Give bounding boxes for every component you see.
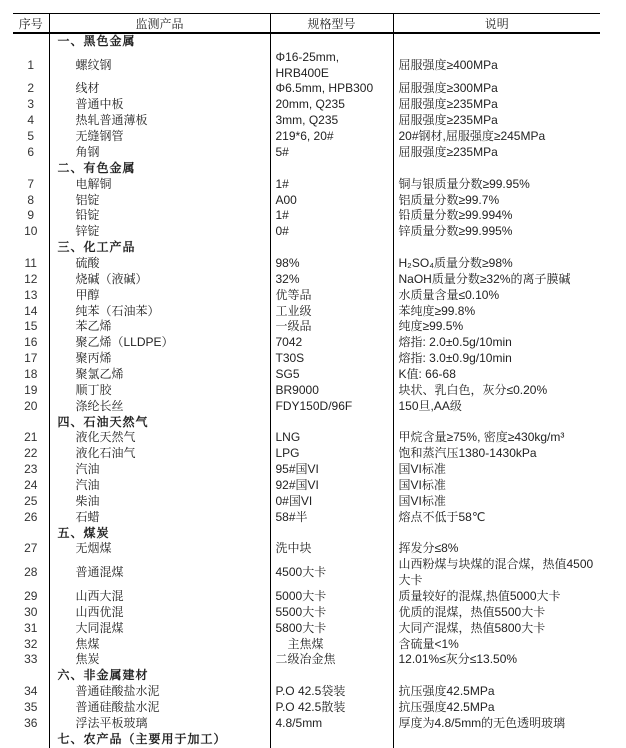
product-cell: 汽油 [49,462,270,478]
product-cell: 液化石油气 [49,446,270,462]
index-cell: 26 [24,509,38,524]
spec-cell: 洗中块 [270,541,393,557]
table-row [13,367,600,383]
desc-cell: 12.01%≤灰分≤13.50% [393,652,600,668]
index-cell: 29 [24,588,38,603]
table-row [13,224,600,240]
spec-cell: 0#国VI [270,494,393,510]
desc-cell [393,732,600,748]
index-cell: 33 [24,652,38,667]
desc-cell: 20#钢材,屈服强度≥245MPa [393,129,600,145]
spec-cell [270,240,393,256]
index-cell [13,161,49,177]
desc-cell: 饱和蒸汽压1380-1430kPa [393,446,600,462]
table-row [13,430,600,446]
spec-cell: 92#国VI [270,478,393,494]
desc-cell: NaOH质量分数≥32%的离子膜碱 [393,272,600,288]
index-cell [13,732,49,748]
table-row [13,303,600,319]
desc-cell: 山西粉煤与块煤的混合煤，热值4500大卡 [393,557,600,589]
table-row [13,97,600,113]
index-cell: 19 [24,382,38,397]
spec-cell: 5500大卡 [270,605,393,621]
section-row [13,33,600,50]
spec-cell [270,732,393,748]
section-label: 一、黑色金属 [49,33,270,50]
index-cell: 6 [27,144,35,159]
index-cell: 10 [24,224,38,239]
product-cell: 石蜡 [49,510,270,526]
table-row [13,81,600,97]
product-cell: 涤纶长丝 [49,399,270,415]
product-cell: 苯乙烯 [49,319,270,335]
spec-cell: LNG [270,430,393,446]
table-row [13,113,600,129]
index-cell: 2 [27,81,35,96]
index-cell: 21 [24,430,38,445]
product-cell: 铝锭 [49,192,270,208]
table-row [13,621,600,637]
table-row [13,335,600,351]
spec-cell: A00 [270,192,393,208]
product-cell: 电解铜 [49,177,270,193]
table-row [13,541,600,557]
table-row [13,652,600,668]
document-page [13,13,600,748]
table-row [13,605,600,621]
header-cell-index: 序号 [13,14,49,34]
product-cell: 硫酸 [49,256,270,272]
product-cell: 普通中板 [49,97,270,113]
table-row [13,383,600,399]
desc-cell: 铜与银质量分数≥99.95% [393,177,600,193]
table-row [13,192,600,208]
price-monitoring-table [13,13,600,748]
index-cell: 13 [24,287,38,302]
spec-cell: 95#国VI [270,462,393,478]
section-label: 二、有色金属 [49,161,270,177]
section-row [13,526,600,542]
desc-cell: 大同产混煤，热值5800大卡 [393,621,600,637]
spec-cell [270,161,393,177]
spec-cell: 58#半 [270,510,393,526]
table-row [13,50,600,82]
desc-cell: 铝质量分数≥99.7% [393,192,600,208]
table-row [13,288,600,304]
desc-cell: 屈服强度≥400MPa [393,50,600,82]
product-cell: 甲醇 [49,288,270,304]
index-cell: 25 [24,493,38,508]
index-cell: 20 [24,398,38,413]
table-row [13,716,600,732]
desc-cell: 屈服强度≥300MPa [393,81,600,97]
index-cell [13,33,49,50]
desc-cell: 抗压强度42.5MPa [393,684,600,700]
section-row [13,161,600,177]
spec-cell: FDY150D/96F [270,399,393,415]
index-cell: 17 [24,351,38,366]
spec-cell: 5800大卡 [270,621,393,637]
spec-cell: 4500大卡 [270,557,393,589]
desc-cell: 厚度为4.8/5mm的无色透明玻璃 [393,716,600,732]
index-cell [13,526,49,542]
index-cell [13,240,49,256]
table-row [13,272,600,288]
table-row [13,589,600,605]
spec-cell: 7042 [270,335,393,351]
product-cell: 烧碱（液碱） [49,272,270,288]
spec-cell [270,33,393,50]
spec-cell: BR9000 [270,383,393,399]
product-cell: 角钢 [49,145,270,161]
spec-cell: 5000大卡 [270,589,393,605]
product-cell: 聚乙烯（LLDPE） [49,335,270,351]
desc-cell: H₂SO₄质量分数≥98% [393,256,600,272]
index-cell: 23 [24,462,38,477]
spec-cell: 0# [270,224,393,240]
desc-cell: 抗压强度42.5MPa [393,700,600,716]
index-cell: 15 [24,319,38,334]
product-cell: 螺纹钢 [49,50,270,82]
product-cell: 普通硅酸盐水泥 [49,684,270,700]
table-header [13,14,600,34]
table-row [13,637,600,653]
table-row [13,557,600,589]
spec-cell: 主焦煤 [270,637,393,653]
section-label: 三、化工产品 [49,240,270,256]
desc-cell: 锌质量分数≥99.995% [393,224,600,240]
index-cell: 24 [24,477,38,492]
product-cell: 柴油 [49,494,270,510]
desc-cell [393,526,600,542]
desc-cell: 优质的混煤，热值5500大卡 [393,605,600,621]
index-cell: 4 [27,113,35,128]
index-cell: 32 [24,636,38,651]
spec-cell: Φ6.5mm, HPB300 [270,81,393,97]
index-cell: 34 [24,684,38,699]
desc-cell: 苯纯度≥99.8% [393,303,600,319]
product-cell: 线材 [49,81,270,97]
spec-cell: SG5 [270,367,393,383]
spec-cell: 1# [270,208,393,224]
table-row [13,129,600,145]
table-row [13,494,600,510]
product-cell: 大同混煤 [49,621,270,637]
spec-cell [270,526,393,542]
index-cell: 9 [27,208,35,223]
spec-cell: 3mm, Q235 [270,113,393,129]
desc-cell: 国VI标准 [393,494,600,510]
table-row [13,145,600,161]
spec-cell: 32% [270,272,393,288]
spec-cell: 20mm, Q235 [270,97,393,113]
spec-cell: 二级冶金焦 [270,652,393,668]
spec-cell: 4.8/5mm [270,716,393,732]
product-cell: 顺丁胶 [49,383,270,399]
section-label: 四、石油天然气 [49,415,270,431]
desc-cell: 铅质量分数≥99.994% [393,208,600,224]
product-cell: 无缝钢管 [49,129,270,145]
spec-cell: 98% [270,256,393,272]
desc-cell [393,161,600,177]
index-cell: 12 [24,271,38,286]
desc-cell: 屈服强度≥235MPa [393,113,600,129]
product-cell: 普通硅酸盐水泥 [49,700,270,716]
product-cell: 普通混煤 [49,557,270,589]
table-row [13,319,600,335]
index-cell: 36 [24,715,38,730]
product-cell: 无烟煤 [49,541,270,557]
section-label: 七、农产品（主要用于加工） [49,732,270,748]
spec-cell: 5# [270,145,393,161]
header-cell-desc: 说明 [393,14,600,34]
spec-cell: 优等品 [270,288,393,304]
table-row [13,684,600,700]
index-cell: 14 [24,303,38,318]
product-cell: 汽油 [49,478,270,494]
spec-cell: 1# [270,177,393,193]
product-cell: 山西大混 [49,589,270,605]
section-row [13,415,600,431]
desc-cell: 屈服强度≥235MPa [393,145,600,161]
product-cell: 液化天然气 [49,430,270,446]
desc-cell: 屈服强度≥235MPa [393,97,600,113]
header-cell-product: 监测产品 [49,14,270,34]
index-cell: 5 [27,129,35,144]
index-cell [13,415,49,431]
desc-cell: 熔指: 3.0±0.9g/10min [393,351,600,367]
product-cell: 浮法平板玻璃 [49,716,270,732]
index-cell: 16 [24,335,38,350]
index-cell: 7 [27,176,35,191]
index-cell: 11 [24,255,37,270]
index-cell: 30 [24,604,38,619]
desc-cell: 质量较好的混煤,热值5000大卡 [393,589,600,605]
table-body [13,33,600,748]
product-cell: 锌锭 [49,224,270,240]
product-cell: 聚丙烯 [49,351,270,367]
table-row [13,510,600,526]
index-cell: 28 [24,565,38,580]
desc-cell: 熔指: 2.0±0.5g/10min [393,335,600,351]
desc-cell [393,240,600,256]
table-row [13,446,600,462]
desc-cell: 挥发分≤8% [393,541,600,557]
table-row [13,208,600,224]
spec-cell [270,415,393,431]
index-cell: 35 [24,700,38,714]
section-label: 六、非金属建材 [49,668,270,684]
desc-cell [393,33,600,50]
spec-cell: LPG [270,446,393,462]
index-cell: 22 [24,446,38,461]
section-row [13,732,600,748]
desc-cell: 150旦,AA级 [393,399,600,415]
spec-cell: Φ16-25mm, HRB400E [270,50,393,82]
index-cell [13,668,49,684]
table-row [13,478,600,494]
desc-cell: 水质量含量≤0.10% [393,288,600,304]
header-row [13,14,600,34]
spec-cell: P.O 42.5散装 [270,700,393,716]
spec-cell: 219*6, 20# [270,129,393,145]
desc-cell: 国VI标准 [393,462,600,478]
desc-cell [393,668,600,684]
section-label: 五、煤炭 [49,526,270,542]
desc-cell [393,415,600,431]
product-cell: 铅锭 [49,208,270,224]
product-cell: 焦煤 [49,637,270,653]
desc-cell: 熔点不低于58℃ [393,510,600,526]
index-cell: 3 [27,97,35,112]
spec-cell [270,668,393,684]
table-row [13,399,600,415]
table-row [13,462,600,478]
table-row [13,351,600,367]
header-cell-spec: 规格型号 [270,14,393,34]
desc-cell: 国VI标准 [393,478,600,494]
table-row [13,177,600,193]
section-row [13,668,600,684]
desc-cell: 含硫量<1% [393,637,600,653]
desc-cell: 块状、乳白色，灰分≤0.20% [393,383,600,399]
desc-cell: 甲烷含量≥75%, 密度≥430kg/m³ [393,430,600,446]
product-cell: 热轧普通薄板 [49,113,270,129]
table-row [13,700,600,716]
desc-cell: 纯度≥99.5% [393,319,600,335]
index-cell: 18 [24,366,38,381]
product-cell: 焦炭 [49,652,270,668]
product-cell: 山西优混 [49,605,270,621]
index-cell: 31 [24,620,38,635]
spec-cell: T30S [270,351,393,367]
index-cell: 8 [27,192,35,207]
spec-cell: P.O 42.5袋装 [270,684,393,700]
index-cell: 1 [27,57,35,72]
product-cell: 聚氯乙烯 [49,367,270,383]
section-row [13,240,600,256]
desc-cell: K值: 66-68 [393,367,600,383]
spec-cell: 一级品 [270,319,393,335]
index-cell: 27 [24,541,38,556]
spec-cell: 工业级 [270,303,393,319]
product-cell: 纯苯（石油苯） [49,303,270,319]
table-row [13,256,600,272]
